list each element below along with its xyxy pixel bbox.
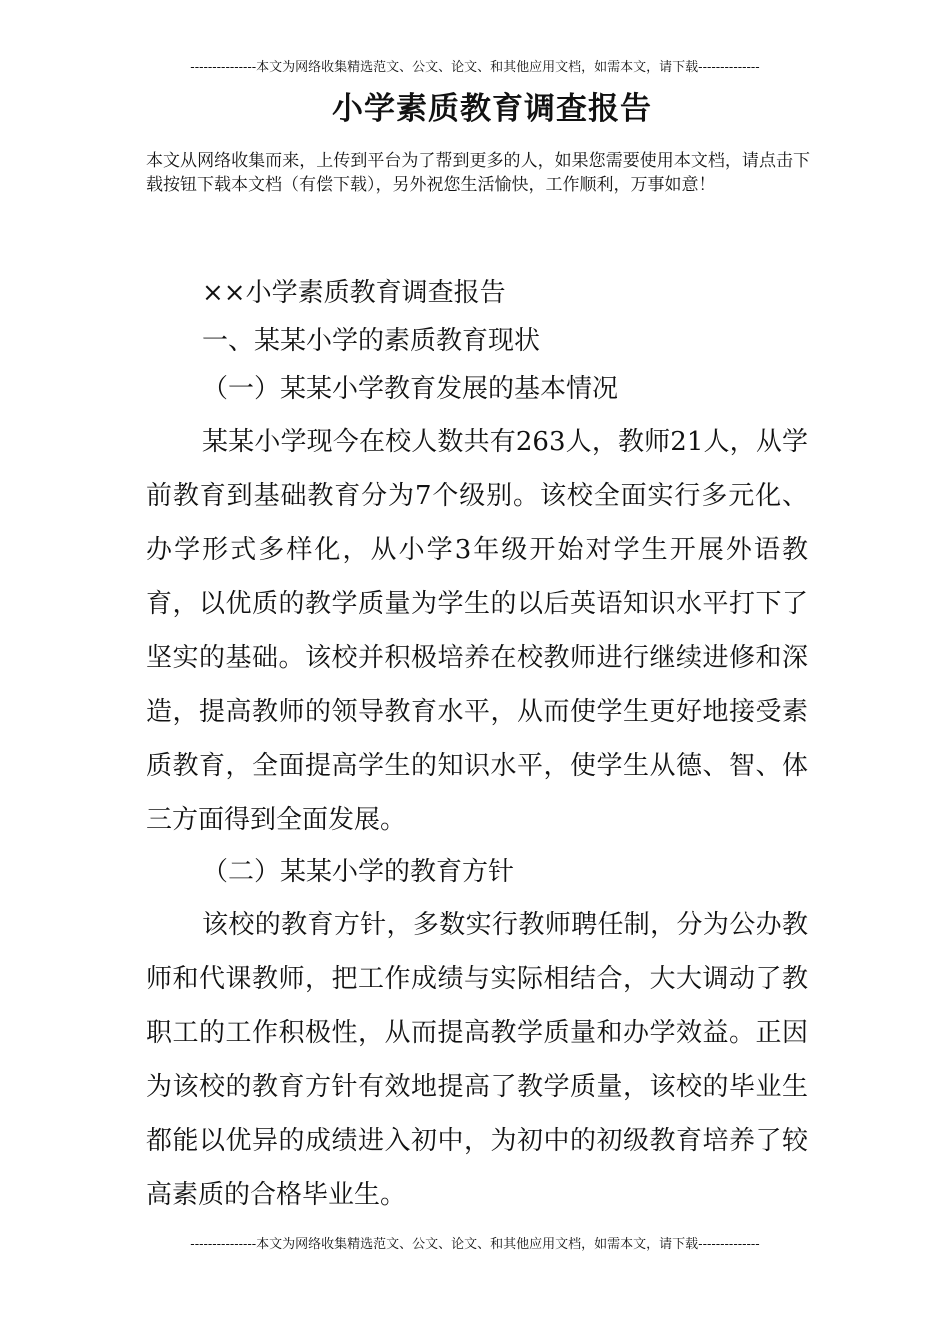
download-notice: 本文从网络收集而来，上传到平台为了帮到更多的人，如果您需要使用本文档，请点击下载按钮下载本文档（有偿下载），另外祝您生活愉快，工作顺利，万事如意！ xyxy=(146,151,810,195)
section-heading-1: 一、某某小学的素质教育现状 xyxy=(202,326,541,356)
header-banner: ---------------本文为网络收集精选范文、公文、论文、和其他应用文档，如需本文，请下载-------------- xyxy=(190,60,760,75)
subsection-heading-2: （二）某某小学的教育方针 xyxy=(202,857,515,887)
footer-banner: ---------------本文为网络收集精选范文、公文、论文、和其他应用文档，如需本文，请下载-------------- xyxy=(190,1237,760,1252)
paragraph-2: 该校的教育方针，多数实行教师聘任制，分为公办教师和代课教师，把工作成绩与实际相结合，大大调动了教职工的工作积极性，从而提高教学质量和办学效益。正因为该校的教育方针有效地提高了教学质量，该校的毕业生都能以优异的成绩进入初中，为初中的初级教育培养了较高素质的合格毕业生。 xyxy=(146,910,808,1210)
document-title: 小学素质教育调查报告 xyxy=(332,91,652,127)
subsection-heading-1: （一）某某小学教育发展的基本情况 xyxy=(202,374,619,404)
report-title: ××小学素质教育调查报告 xyxy=(202,278,506,308)
document-body xyxy=(146,271,808,1225)
paragraph-1: 某某小学现今在校人数共有263人，教师21人，从学前教育到基础教育分为7个级别。该校全面实行多元化、办学形式多样化，从小学3年级开始对学生开展外语教育，以优质的教学质量为学生的以后英语知识水平打下了坚实的基础。该校并积极培养在校教师进行继续进修和深造，提高教师的领导教育水平，从而使学生更好地接受素质教育，全面提高学生的知识水平，使学生从德、智、体三方面得到全面发展。 xyxy=(146,427,808,835)
